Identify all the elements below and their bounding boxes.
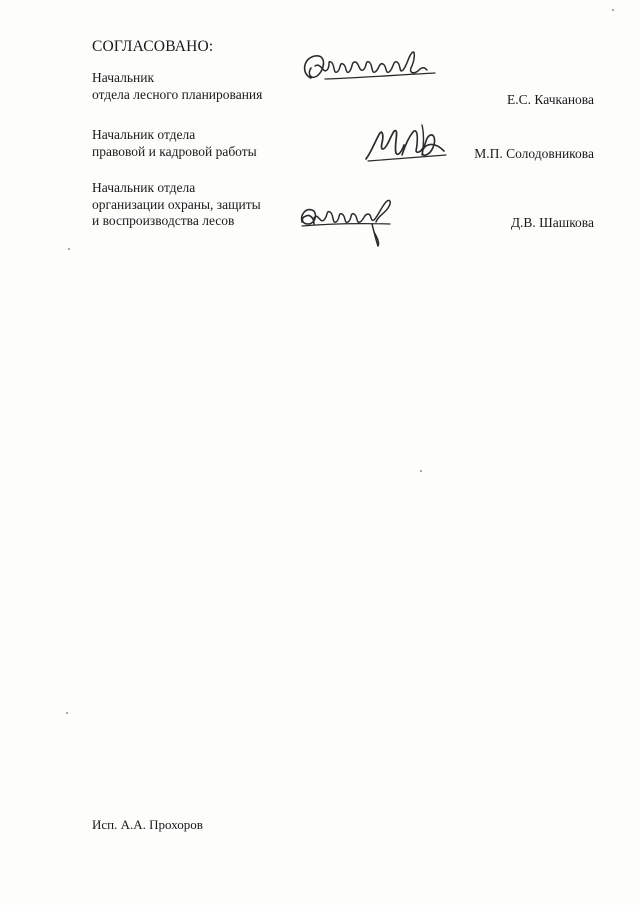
signer-title-line: Начальник: [92, 70, 155, 85]
approval-heading: СОГЛАСОВАНО:: [92, 38, 214, 55]
scan-speck: [612, 9, 614, 11]
signer-title-line: и воспроизводства лесов: [92, 213, 235, 228]
signer-title-line: организации охраны, защиты: [92, 196, 261, 212]
signer-title-line: Начальник отдела: [92, 127, 196, 142]
signer-name: Д.В. Шашкова: [510, 215, 594, 230]
signer-block: [92, 180, 602, 230]
scan-speck: [420, 470, 422, 472]
signer-title: [92, 180, 322, 230]
handwritten-signature: [297, 48, 447, 94]
scan-speck: [68, 248, 70, 250]
signer-block: [92, 70, 602, 107]
signer-block: [92, 127, 602, 160]
signer-name: Е.С. Качканова: [507, 92, 594, 107]
scan-speck: [66, 712, 68, 714]
signer-title: [92, 127, 322, 160]
signer-title-line: отдела лесного планирования: [92, 86, 263, 102]
handwritten-signature: [362, 121, 448, 165]
signer-name: М.П. Солодовникова: [474, 146, 594, 161]
signer-title-line: правовой и кадровой работы: [92, 143, 257, 159]
signer-title: [92, 70, 322, 103]
handwritten-signature: [294, 194, 404, 250]
executor-note: Исп. А.А. Прохоров: [92, 817, 203, 832]
signer-title-line: Начальник отдела: [92, 180, 196, 195]
